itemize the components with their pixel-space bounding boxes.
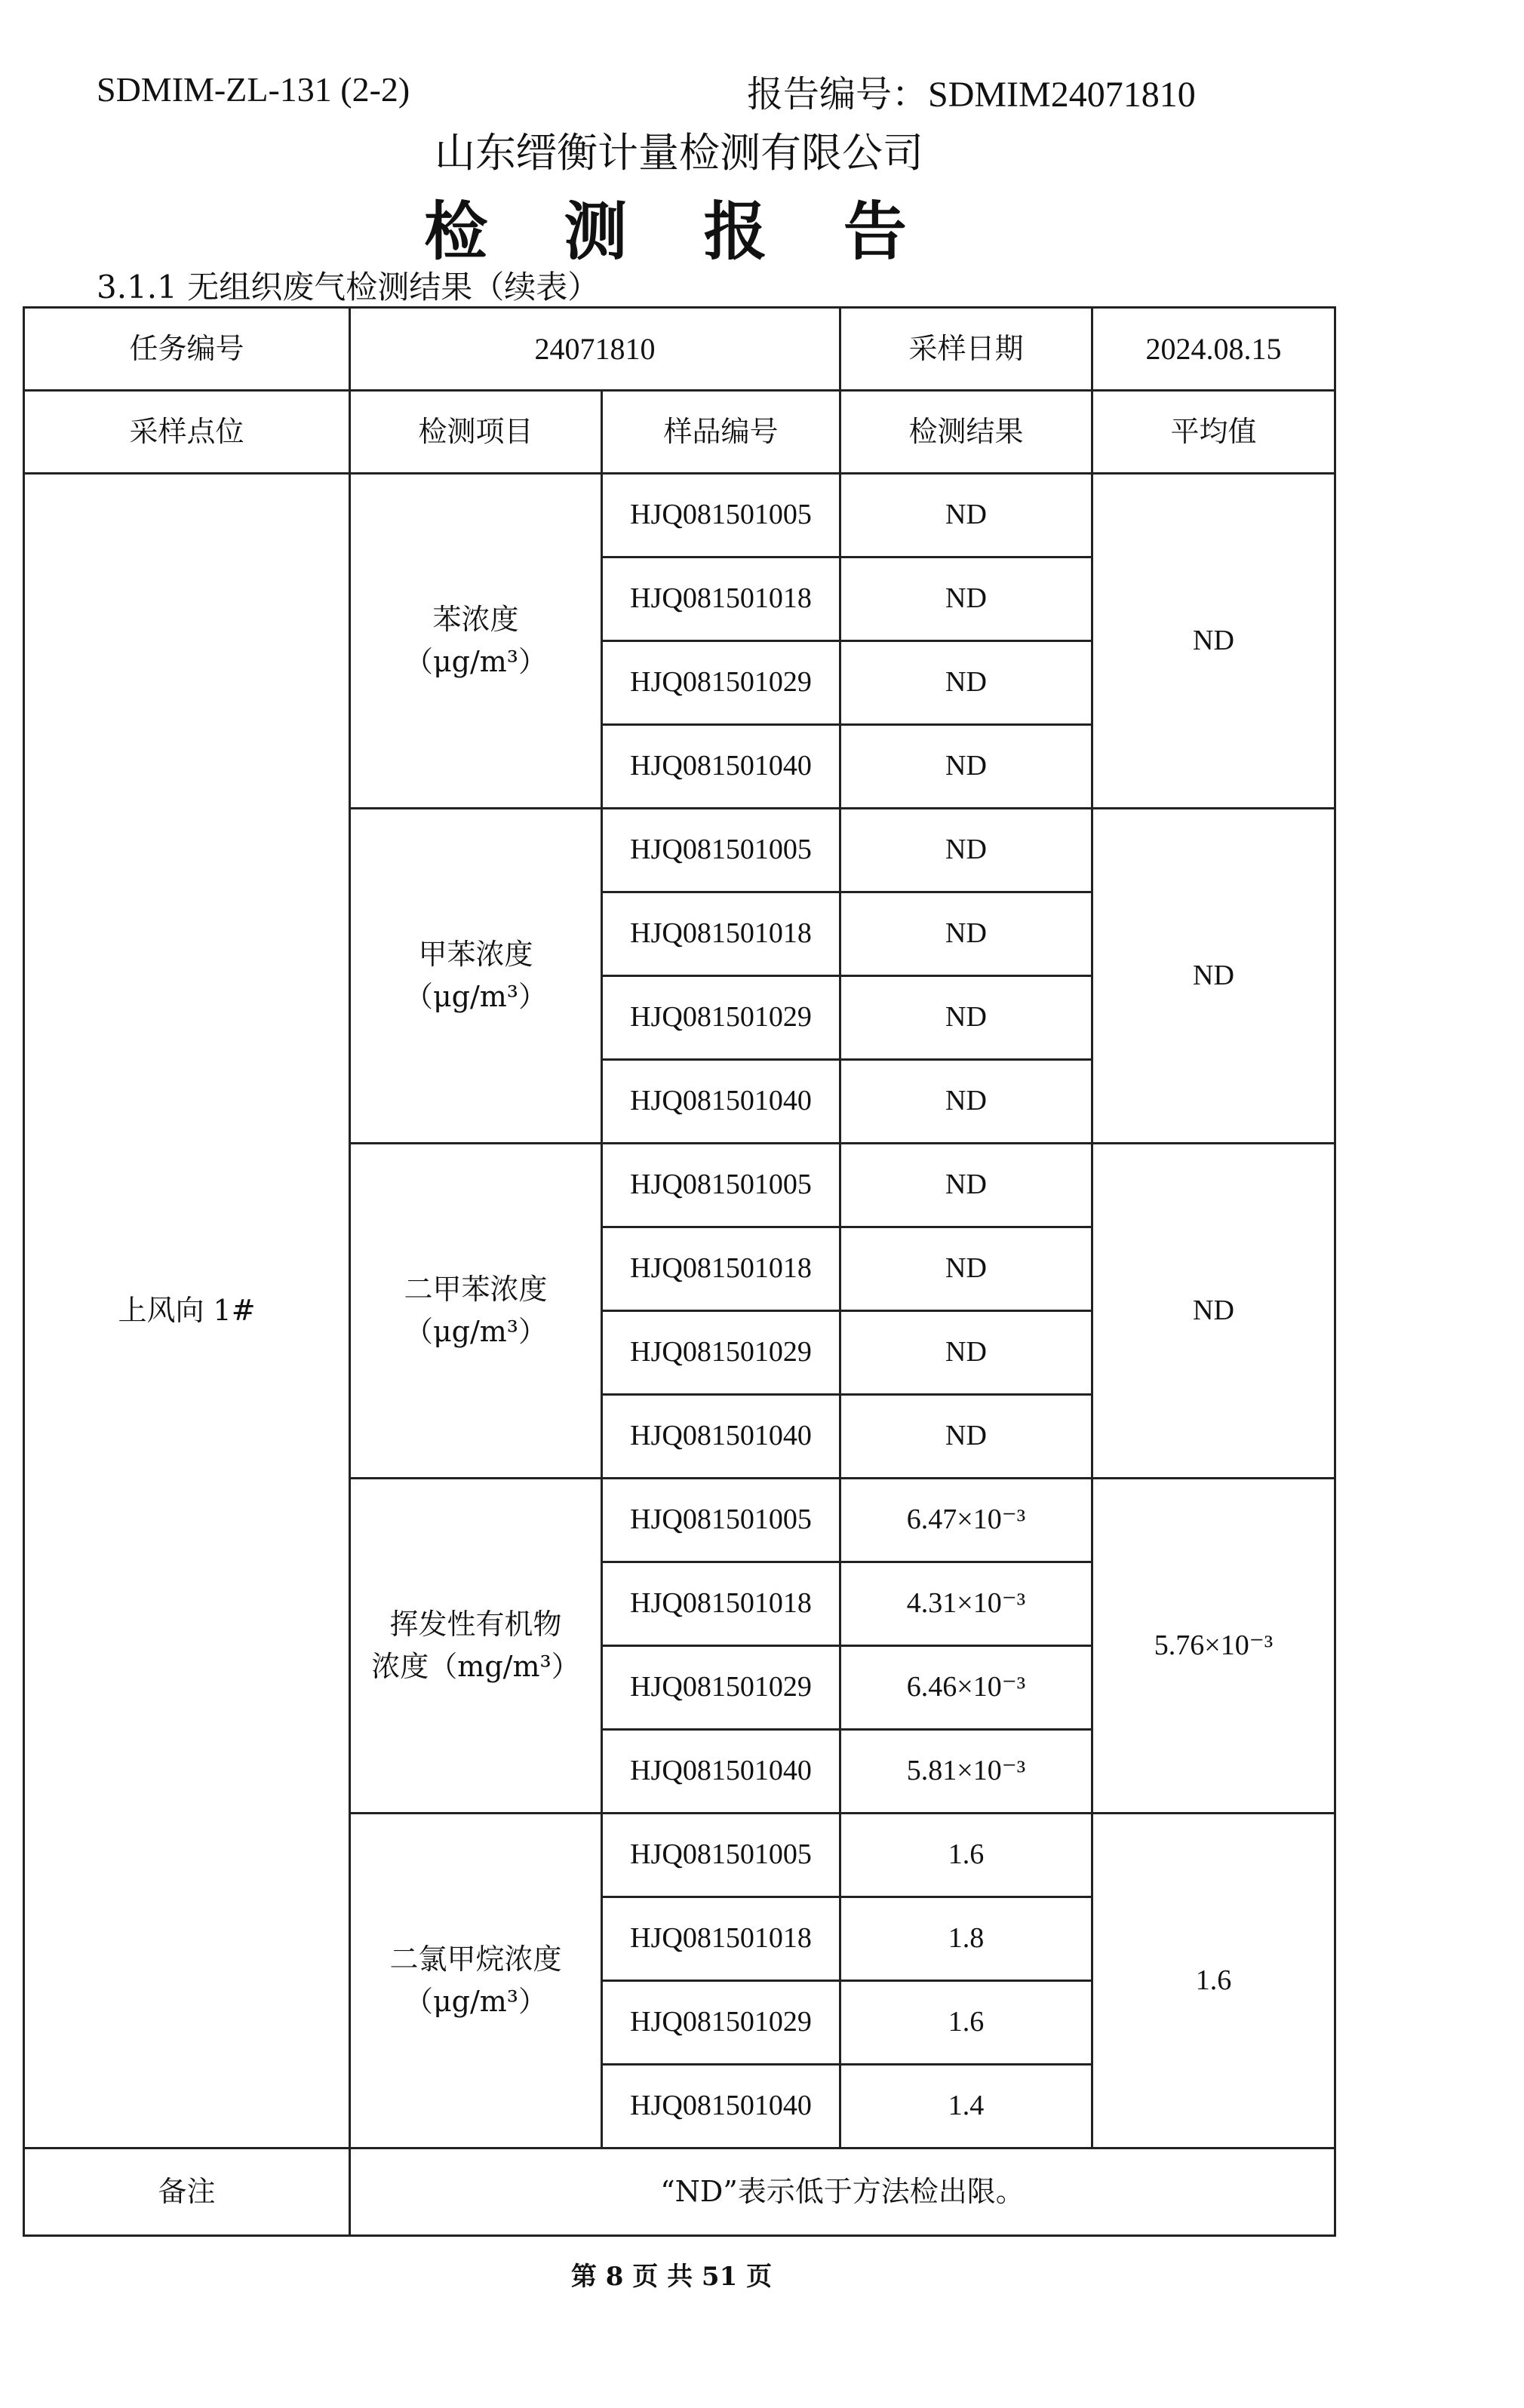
test-result: 4.31×10⁻³: [840, 1562, 1092, 1646]
sample-id: HJQ081501040: [602, 1060, 840, 1144]
report-number: [747, 65, 1196, 117]
test-item-name: 苯浓度: [432, 603, 519, 637]
task-info-row: [24, 308, 1335, 391]
sample-id: HJQ081501018: [602, 1562, 840, 1646]
page-footer: 第 8 页 共 51 页: [570, 2262, 773, 2292]
test-result: 6.46×10⁻³: [840, 1646, 1092, 1730]
results-table-body: [24, 308, 1335, 2236]
test-result: 1.4: [840, 2065, 1092, 2148]
sample-id: HJQ081501005: [602, 809, 840, 892]
average-value: 1.6: [1092, 1814, 1335, 2148]
sample-id: HJQ081501029: [602, 1311, 840, 1395]
test-result: 1.6: [840, 1981, 1092, 2065]
document-code: SDMIM-ZL-131 (2-2): [97, 70, 410, 109]
remarks-label: 备注: [24, 2148, 350, 2236]
sample-id: HJQ081501040: [602, 725, 840, 809]
sample-id: HJQ081501005: [602, 474, 840, 557]
test-result: 1.6: [840, 1814, 1092, 1897]
test-result: ND: [840, 1227, 1092, 1311]
sample-id: HJQ081501018: [602, 1897, 840, 1981]
sample-id: HJQ081501005: [602, 1144, 840, 1227]
test-item-cell: [350, 1814, 602, 2148]
test-item-name: 挥发性有机物: [389, 1608, 562, 1642]
section-title: 3.1.1 无组织废气检测结果（续表）: [97, 269, 600, 306]
remarks-row: [24, 2148, 1335, 2236]
sample-id: HJQ081501040: [602, 1395, 840, 1479]
sample-id: HJQ081501018: [602, 1227, 840, 1311]
results-table: [23, 306, 1336, 2237]
sample-id: HJQ081501018: [602, 557, 840, 641]
sample-id: HJQ081501029: [602, 641, 840, 725]
test-result: ND: [840, 725, 1092, 809]
company-name: 山东缙衡计量检测有限公司: [435, 129, 923, 177]
sampling-location: 上风向 1#: [24, 474, 350, 2148]
average-value: 5.76×10⁻³: [1092, 1479, 1335, 1814]
sample-id: HJQ081501018: [602, 892, 840, 976]
column-header: 采样点位: [24, 391, 350, 474]
test-result: ND: [840, 1395, 1092, 1479]
sampling-date-label: 采样日期: [840, 308, 1092, 391]
table-row: [24, 474, 1335, 557]
test-result: 1.8: [840, 1897, 1092, 1981]
test-item-name: 二甲苯浓度: [404, 1273, 548, 1307]
test-item-cell: [350, 1144, 602, 1479]
sample-id: HJQ081501029: [602, 1646, 840, 1730]
test-result: ND: [840, 809, 1092, 892]
test-item-unit: （μg/m³）: [404, 1314, 548, 1348]
test-result: ND: [840, 1311, 1092, 1395]
sample-id: HJQ081501005: [602, 1814, 840, 1897]
sample-id: HJQ081501029: [602, 1981, 840, 2065]
column-header: 样品编号: [602, 391, 840, 474]
sampling-date-value: [1092, 308, 1335, 391]
report-number-label: 报告编号：: [747, 73, 929, 115]
test-item-cell: [350, 474, 602, 809]
sampling-date-text: 2024.08.15: [1145, 331, 1282, 366]
column-header: 平均值: [1092, 391, 1335, 474]
test-result: ND: [840, 892, 1092, 976]
task-no-label: 任务编号: [24, 308, 350, 391]
test-result: ND: [840, 976, 1092, 1060]
test-item-unit: （μg/m³）: [404, 1984, 548, 2018]
test-result: 6.47×10⁻³: [840, 1479, 1092, 1562]
sample-id: HJQ081501040: [602, 2065, 840, 2148]
report-title: 检 测 报 告: [424, 194, 934, 269]
test-result: ND: [840, 641, 1092, 725]
sample-id: HJQ081501040: [602, 1730, 840, 1814]
test-item-cell: [350, 809, 602, 1144]
test-result: ND: [840, 474, 1092, 557]
report-number-value: SDMIM24071810: [928, 75, 1196, 115]
test-item-name: 甲苯浓度: [418, 938, 533, 972]
test-item-unit: （μg/m³）: [404, 644, 548, 678]
test-result: ND: [840, 557, 1092, 641]
test-item-unit: 浓度（mg/m³）: [371, 1649, 580, 1683]
sample-id: HJQ081501005: [602, 1479, 840, 1562]
average-value: ND: [1092, 809, 1335, 1144]
sample-id: HJQ081501029: [602, 976, 840, 1060]
task-no-value: [350, 308, 840, 391]
column-header-row: [24, 391, 1335, 474]
remarks-text: “ND”表示低于方法检出限。: [350, 2148, 1335, 2236]
average-value: ND: [1092, 1144, 1335, 1479]
test-result: ND: [840, 1144, 1092, 1227]
column-header: 检测项目: [350, 391, 602, 474]
task-no-text: 24071810: [534, 331, 656, 366]
test-result: 5.81×10⁻³: [840, 1730, 1092, 1814]
average-value: ND: [1092, 474, 1335, 809]
test-result: ND: [840, 1060, 1092, 1144]
test-item-cell: [350, 1479, 602, 1814]
test-item-name: 二氯甲烷浓度: [389, 1943, 562, 1976]
test-item-unit: （μg/m³）: [404, 979, 548, 1013]
column-header: 检测结果: [840, 391, 1092, 474]
